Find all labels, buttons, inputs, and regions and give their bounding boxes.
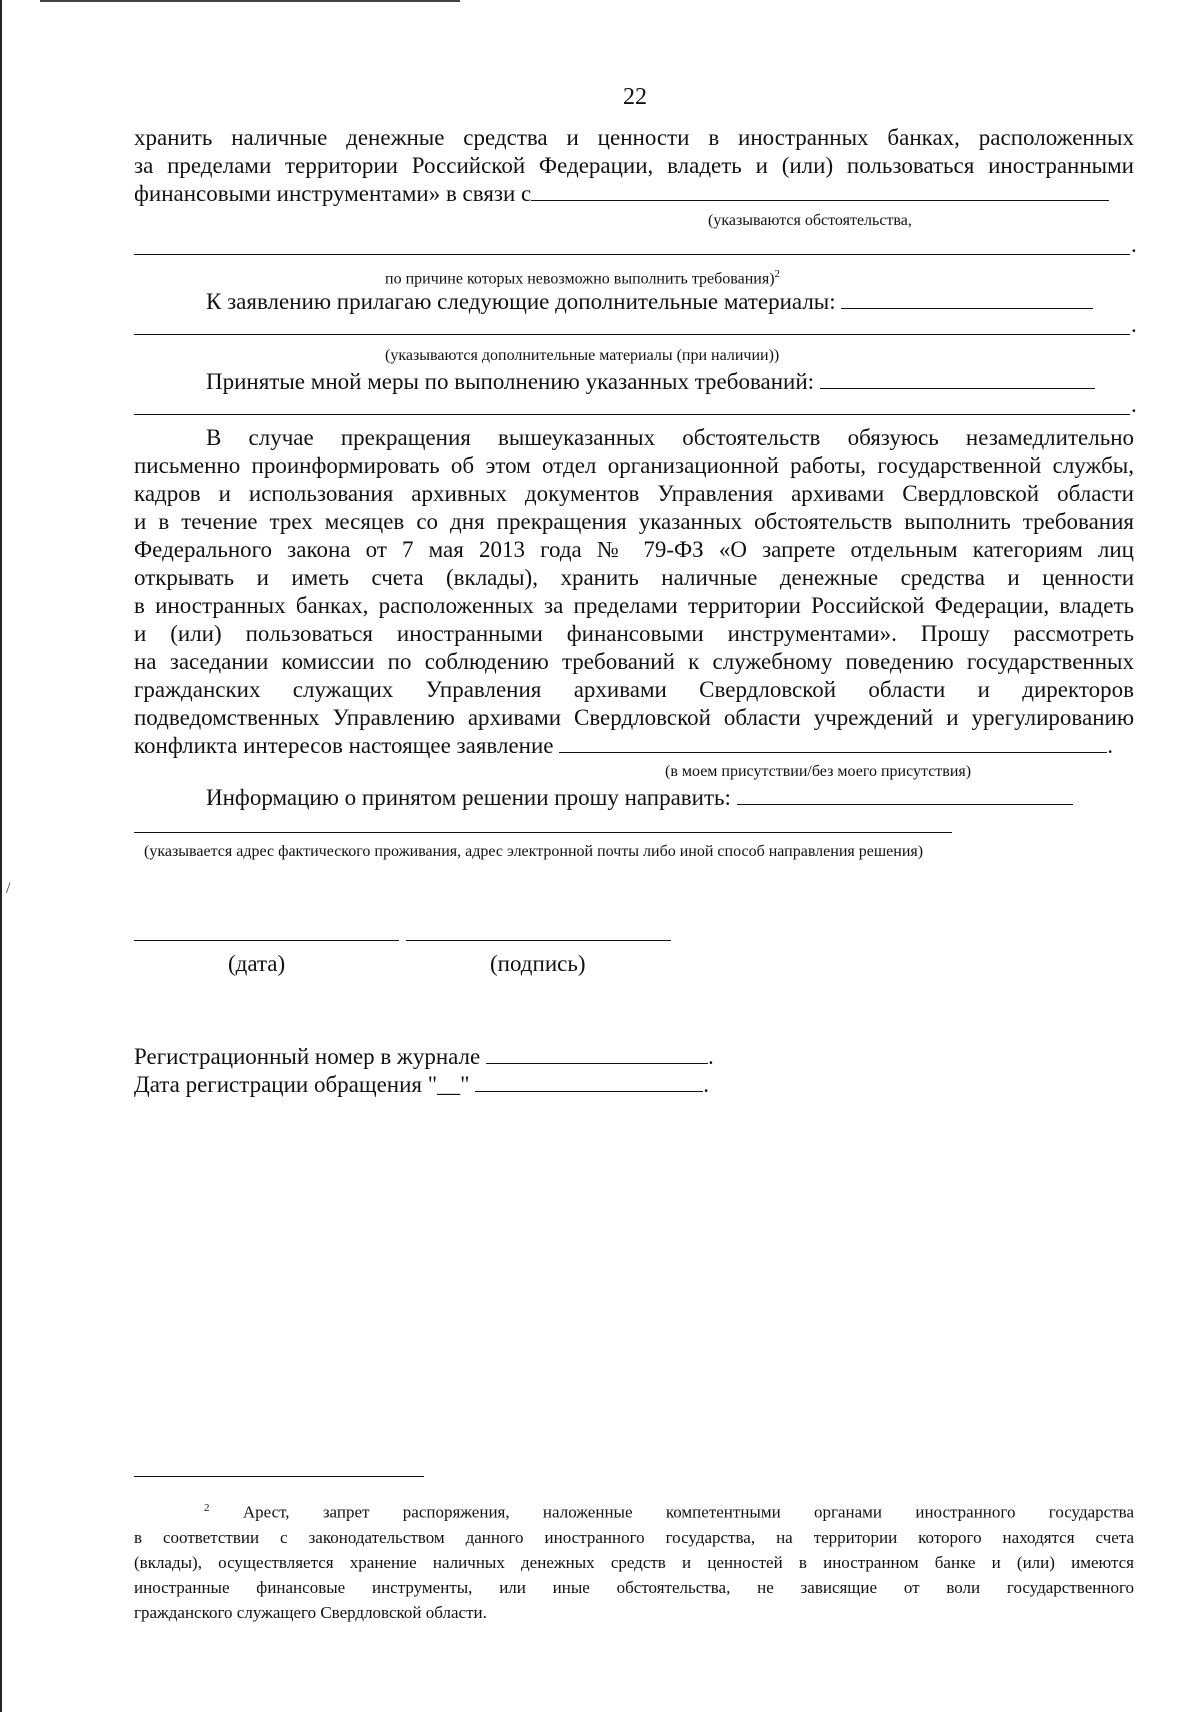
circumstances-field-line-2[interactable] [134,254,1130,255]
attachments-row [206,288,1093,316]
main-line-7: в иностранных банках, расположенных за пределами территории Российской Федерации, владеть [134,593,1134,618]
signature-label: (подпись) [490,951,586,976]
registration-number-label: Регистрационный номер в журнале [134,1044,481,1069]
intro-line-3 [134,180,1134,208]
scan-edge-top [40,0,460,2]
main-line-1: В случае прекращения вышеуказанных обстоятельств обязуюсь незамедлительно [206,425,1134,450]
measures-field[interactable] [820,370,1095,389]
scan-edge-left [0,0,2,1712]
main-line-5: Федерального закона от 7 мая 2013 года № 79-ФЗ «О запрете отдельным категориям лиц [134,537,1134,562]
period-3: . [1131,392,1137,417]
info-label: Информацию о принятом решении прошу направить: [206,785,731,810]
measures-row [206,368,1095,396]
footnote-line-2: в соответствии с законодательством данного иностранного государства, на территории которого находятся счета [134,1527,1134,1547]
footnote-line-3: (вклады), осуществляется хранение наличных денежных средств и ценностей в иностранном банке и (или) имеются [134,1552,1134,1572]
main-line-8: и (или) пользоваться иностранными финансовыми инструментами». Прошу рассмотреть [134,621,1134,646]
footnote [134,1496,1134,1625]
period-2: . [1131,312,1137,337]
date-label: (дата) [228,951,286,976]
footnote-separator [134,1476,424,1477]
presence-hint: (в моем присутствии/без моего присутствия) [665,763,972,780]
main-line-10: гражданских служащих Управления архивами Свердловской области и директоров [134,677,1134,702]
attachments-hint: (указываются дополнительные материалы (при наличии)) [385,347,780,364]
info-address-field-line-2[interactable] [134,832,952,833]
signature-field[interactable] [406,940,671,941]
info-row [206,784,1073,812]
main-line-12: конфликта интересов настоящее заявление . [134,733,1114,758]
date-field[interactable] [134,940,399,941]
intro-line-2: за пределами территории Российской Федерации, владеть и (или) пользоваться иностранными [134,153,1134,178]
footnote-ref: 2 [774,268,781,280]
circumstances-hint-2 [385,264,780,289]
measures-label: Принятые мной меры по выполнению указанных требований: [206,369,815,394]
page-number: 22 [623,84,647,110]
main-paragraph [134,424,1134,760]
registration-date-field[interactable] [475,1073,703,1092]
circumstances-hint-1: (указываются обстоятельства, [708,212,912,229]
presence-field[interactable] [559,734,1107,753]
intro-paragraph [134,124,1134,208]
main-line-6: открывать и иметь счета (вклады), хранить наличные денежные средства и ценности [134,565,1134,590]
registration-number-field[interactable] [486,1045,708,1064]
main-line-3: кадров и использования архивных документов Управления архивами Свердловской области [134,481,1134,506]
intro-line-3-text: финансовыми инструментами» в связи с [134,181,532,206]
registration-number-row: Регистрационный номер в журнале . [134,1044,714,1069]
registration-date-row: Дата регистрации обращения "__" . [134,1072,710,1097]
period-1: . [1131,232,1137,257]
circumstances-field[interactable] [531,182,1109,201]
main-line-4: и в течение трех месяцев со дня прекращения указанных обстоятельств выполнить требования [134,509,1134,534]
footnote-line-5: гражданского служащего Свердловской области. [134,1602,487,1622]
main-line-11: подведомственных Управлению архивами Свердловской области учреждений и урегулированию [134,705,1134,730]
attachments-field-line-2[interactable] [134,334,1130,335]
main-line-9: на заседании комиссии по соблюдению требований к служебному поведению государственных [134,649,1134,674]
intro-line-1: хранить наличные денежные средства и ценности в иностранных банках, расположенных [134,125,1134,150]
footnote-line-1-text: Арест, запрет распоряжения, наложенные компетентными органами иностранного государства [242,1502,1135,1522]
main-last-line-text: конфликта интересов настоящее заявление [134,733,554,758]
measures-field-line-2[interactable] [134,414,1130,415]
margin-mark: / [6,880,11,897]
footnote-line-4: иностранные финансовые инструменты, или иные обстоятельства, не зависящие от воли государственного [134,1577,1134,1597]
registration-date-label: Дата регистрации обращения "__" [134,1072,470,1097]
info-address-field[interactable] [737,786,1073,805]
attachments-label: К заявлению прилагаю следующие дополнительные материалы: [206,289,836,314]
info-hint: (указывается адрес фактического проживания, адрес электронной почты либо иной способ направления решения) [144,843,924,860]
main-line-2: письменно проинформировать об этом отдел организационной работы, государственной службы, [134,453,1134,478]
footnote-number: 2 [204,1502,210,1514]
attachments-field[interactable] [841,290,1093,309]
circumstances-hint-2-text: по причине которых невозможно выполнить требования) [385,270,775,288]
footnote-line-1 [134,1496,1134,1525]
